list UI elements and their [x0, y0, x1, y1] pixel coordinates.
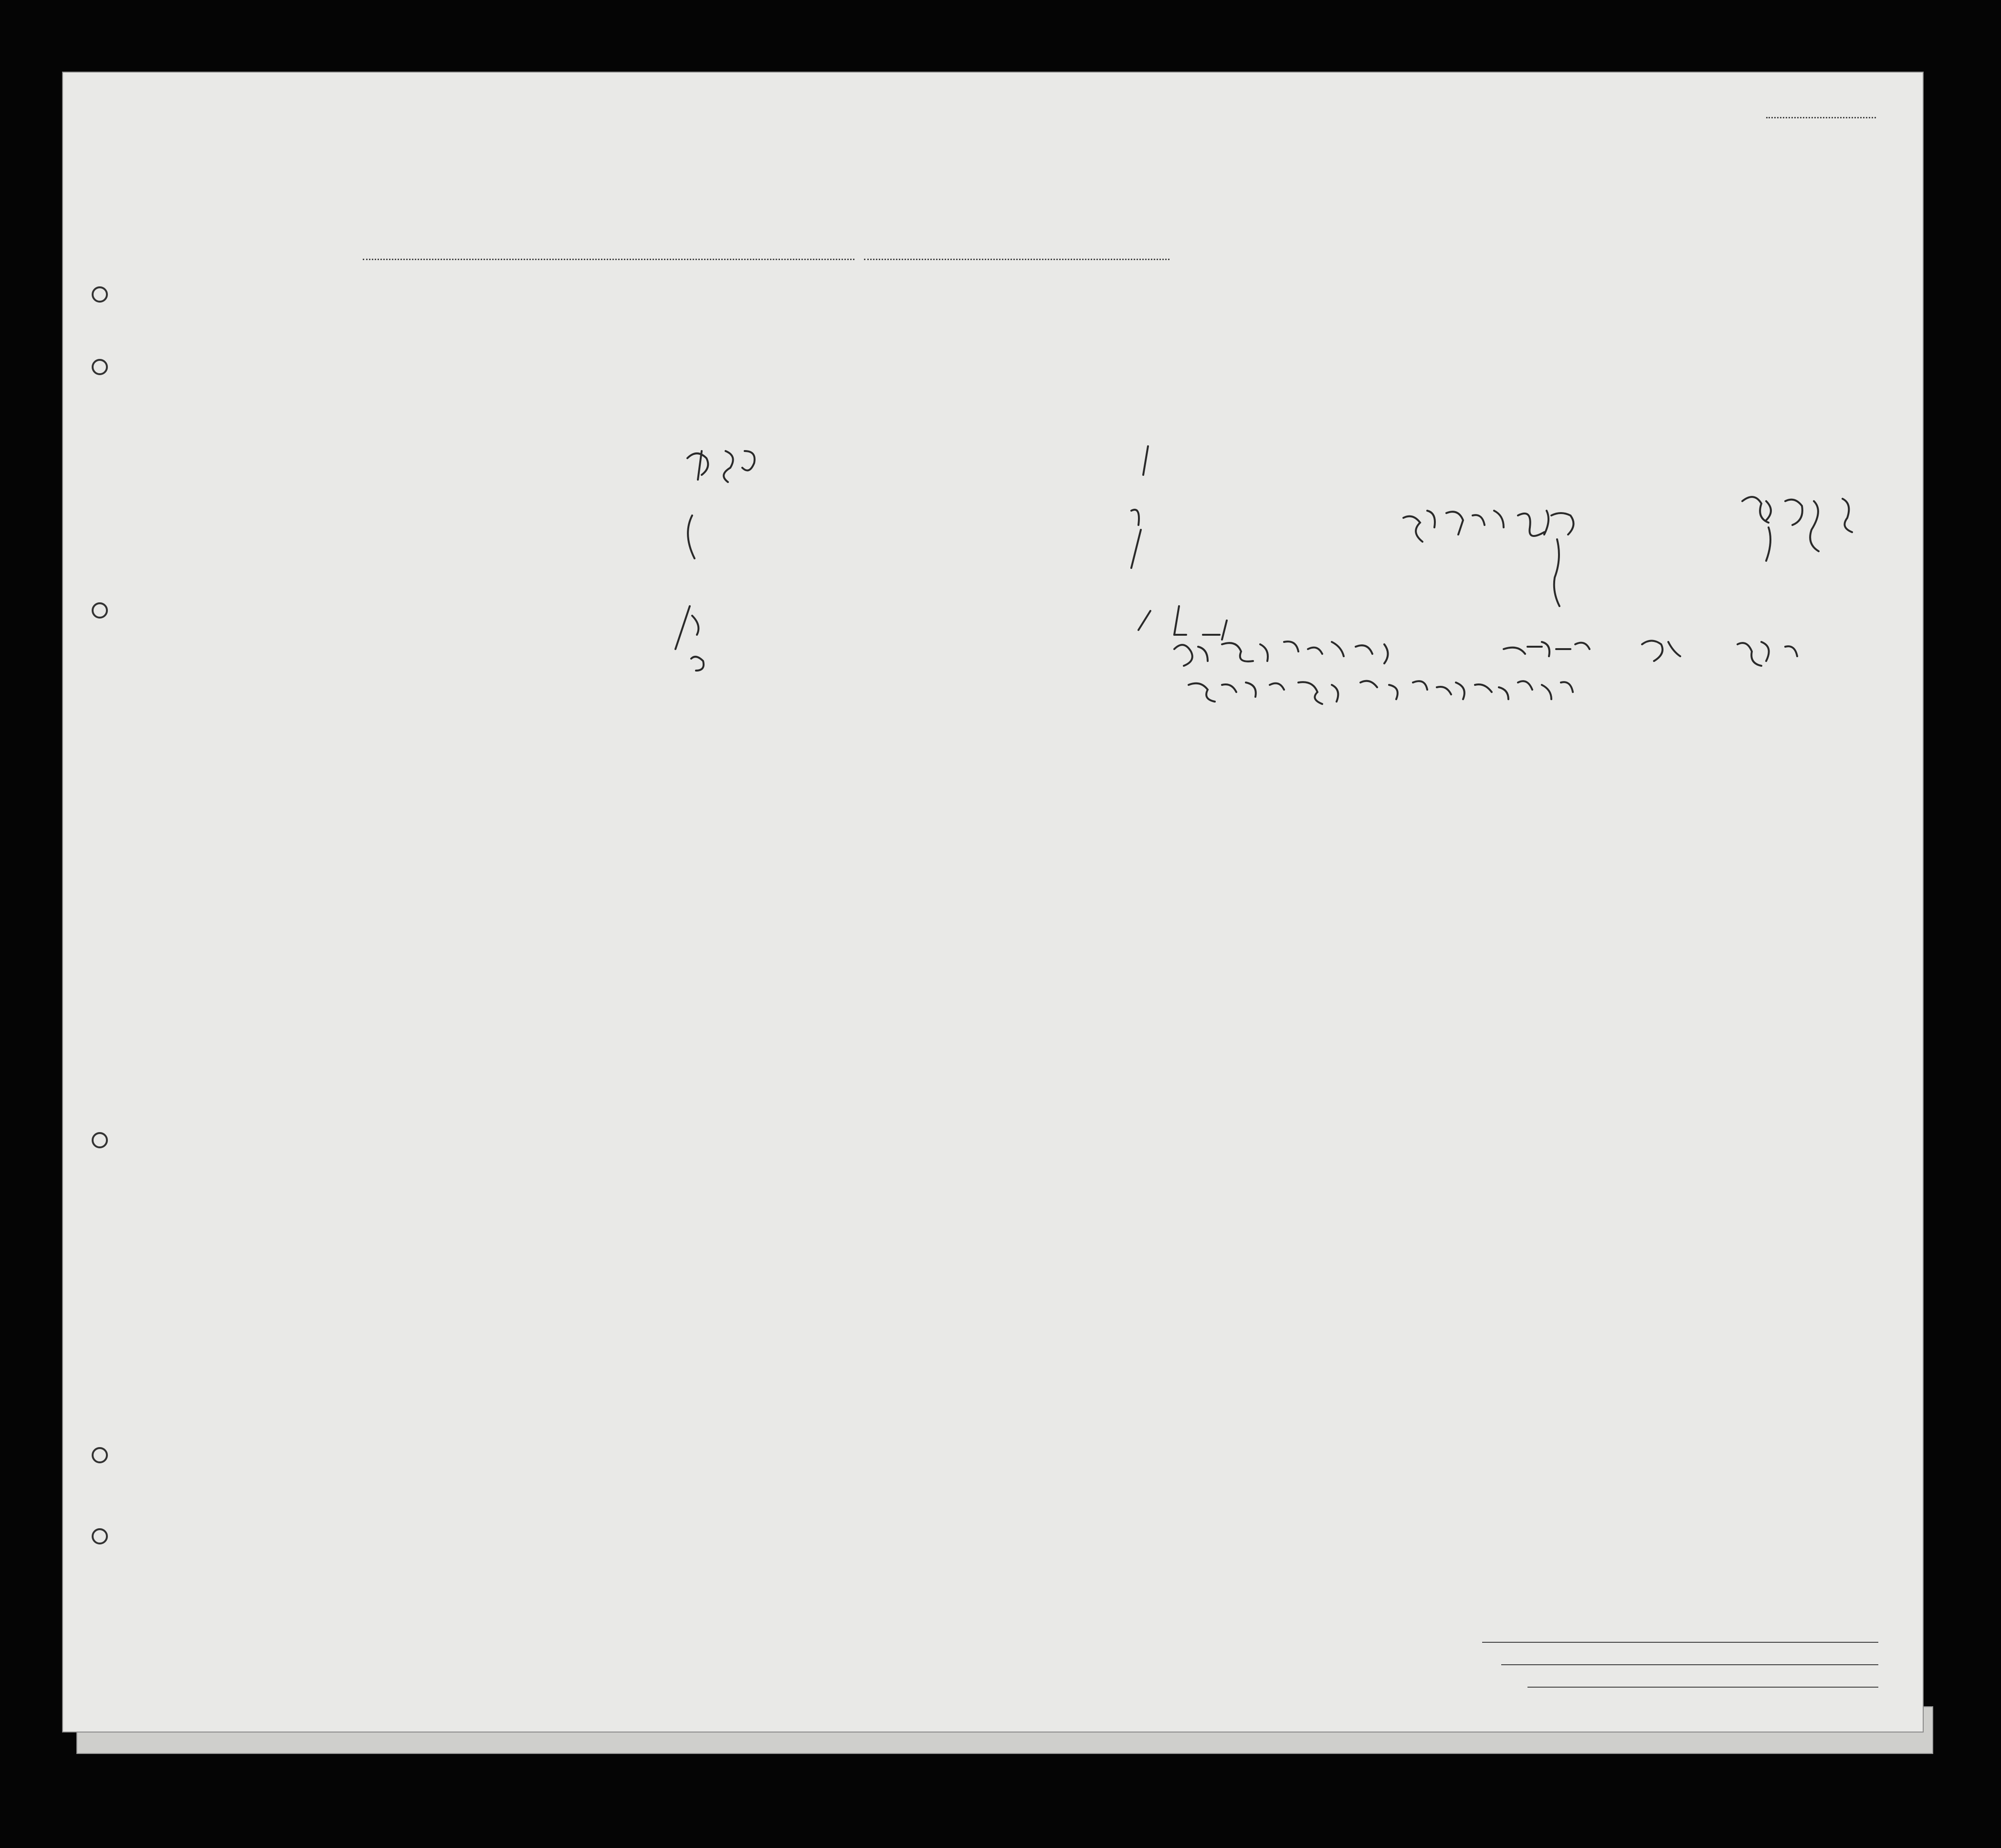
line-field	[1482, 1642, 1878, 1643]
owners-field	[1501, 1664, 1878, 1665]
local-agents-field	[1527, 1687, 1878, 1688]
